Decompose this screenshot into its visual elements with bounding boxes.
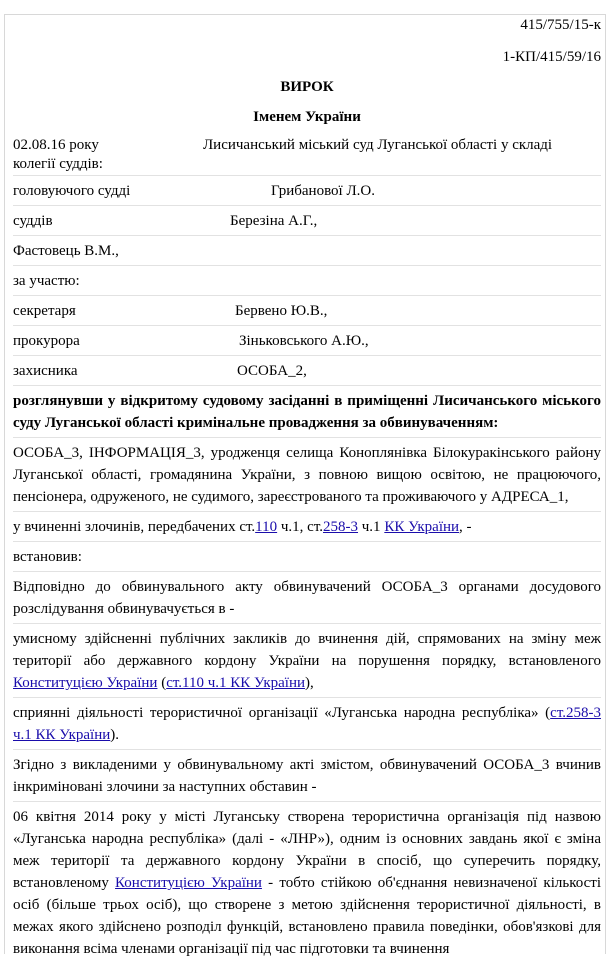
charge-2-paragraph <box>13 698 601 749</box>
charges-mid-2: ч.1 <box>358 519 385 535</box>
court-header <box>13 135 601 175</box>
charges-suffix: , - <box>459 519 472 535</box>
established-heading: встановив: <box>13 549 82 565</box>
constitution-link[interactable]: Конституцією України <box>13 675 158 691</box>
charges-paragraph <box>13 512 601 541</box>
presiding-label: головуючого судді <box>13 183 131 199</box>
article-110-link[interactable]: 110 <box>255 519 278 535</box>
court-name-cont: колегії суддів: <box>13 156 103 172</box>
judges-row <box>13 206 601 235</box>
constitution-link-2[interactable]: Конституцією України <box>115 875 262 891</box>
presiding-name: Грибанової Л.О. <box>271 183 375 199</box>
facts-rest: - тобто стійкою об'єднання невизначеної кількості осіб (більше трьох осіб), що створене з метою здійснення терористичної діяльності, в межах якого здійснено розподіл функцій, встановлено правила поведінки, обов'язкові для виконання всіма членами організації під час підготовки та вчинення <box>13 875 601 957</box>
court-name: Лисичанський міський суд Луганської області у складі <box>203 137 553 153</box>
prosecutor-name: Зіньковського А.Ю., <box>239 333 369 349</box>
secretary-row <box>13 296 601 325</box>
article-110-full-link[interactable]: ст.110 ч.1 КК України <box>166 675 306 691</box>
charge-1-sep: ( <box>157 675 167 691</box>
prosecutor-label: прокурора <box>13 333 80 349</box>
prosecutor-row <box>13 326 601 355</box>
indictment-paragraph: Відповідно до обвинувального акту обвинувачений ОСОБА_3 органами досудового розслідування обвинувачується в - <box>13 579 601 617</box>
presiding-judge-row <box>13 176 601 205</box>
charge-1-text: умисному здійсненні публічних закликів до вчинення дій, спрямованих на зміну меж території або державного кордону України на порушення порядку, встановленого <box>13 631 601 669</box>
document-body <box>13 15 601 963</box>
charges-prefix: у вчиненні злочинів, передбачених ст. <box>13 519 256 535</box>
defender-row <box>13 356 601 385</box>
page-subtitle: Іменем України <box>253 109 361 125</box>
accused-paragraph: ОСОБА_3, ІНФОРМАЦІЯ_3, уродженця селища Коноплянівка Білокуракінського району Луганської області, громадянина України, з повною вищою освітою, не працюючого, пенсіонера, одруженого, не судимого, зареєстрованого та проживаючого у АДРЕСА_1, <box>13 445 601 505</box>
facts-start: 06 квітня 2014 року у місті Луганську створена терористична організація під назвою «Луганська народна республіка» (далі - «ЛНР»), одним із основних завдань якої є зміна меж території та державного кордону України в спосіб, що суперечить порядку, встановленому <box>13 809 601 891</box>
page-title: ВИРОК <box>280 79 334 95</box>
case-number: 415/755/15-к <box>520 17 601 33</box>
judge-2-row <box>13 236 601 265</box>
judge-2: Фастовець В.М., <box>13 243 119 259</box>
verdict-date: 02.08.16 року <box>13 137 99 153</box>
charge-2-end: ). <box>110 727 120 743</box>
secretary-label: секретаря <box>13 303 76 319</box>
facts-paragraph <box>13 802 601 963</box>
charge-1-paragraph <box>13 624 601 697</box>
charge-1-end: ), <box>305 675 314 691</box>
defender-name: ОСОБА_2, <box>237 363 307 379</box>
considered-paragraph: розглянувши у відкритому судовому засіданні в приміщенні Лисичанського міського суду Луганської області кримінальне провадження за обвинуваченням: <box>13 393 601 431</box>
secretary-name: Бервено Ю.В., <box>235 303 328 319</box>
circumstances-paragraph: Згідно з викладеними у обвинувальному акті змістом, обвинувачений ОСОБА_3 вчинив інкриміновані злочини за наступних обставин - <box>13 757 601 795</box>
judge-1: Березіна А.Г., <box>230 213 318 229</box>
article-258-3-full-link[interactable]: ст.258-3 ч.1 КК України <box>13 705 601 743</box>
criminal-code-link[interactable]: КК України <box>384 519 460 535</box>
participation-row <box>13 266 601 295</box>
proceeding-number: 1-КП/415/59/16 <box>502 49 601 65</box>
charges-mid-1: ч.1, ст. <box>277 519 324 535</box>
judges-label: суддів <box>13 213 53 229</box>
charge-2-text: сприянні діяльності терористичної організації «Луганська народна республіка» ( <box>13 705 551 721</box>
participation-label: за участю: <box>13 273 80 289</box>
article-258-3-link[interactable]: 258-3 <box>323 519 359 535</box>
defender-label: захисника <box>13 363 78 379</box>
